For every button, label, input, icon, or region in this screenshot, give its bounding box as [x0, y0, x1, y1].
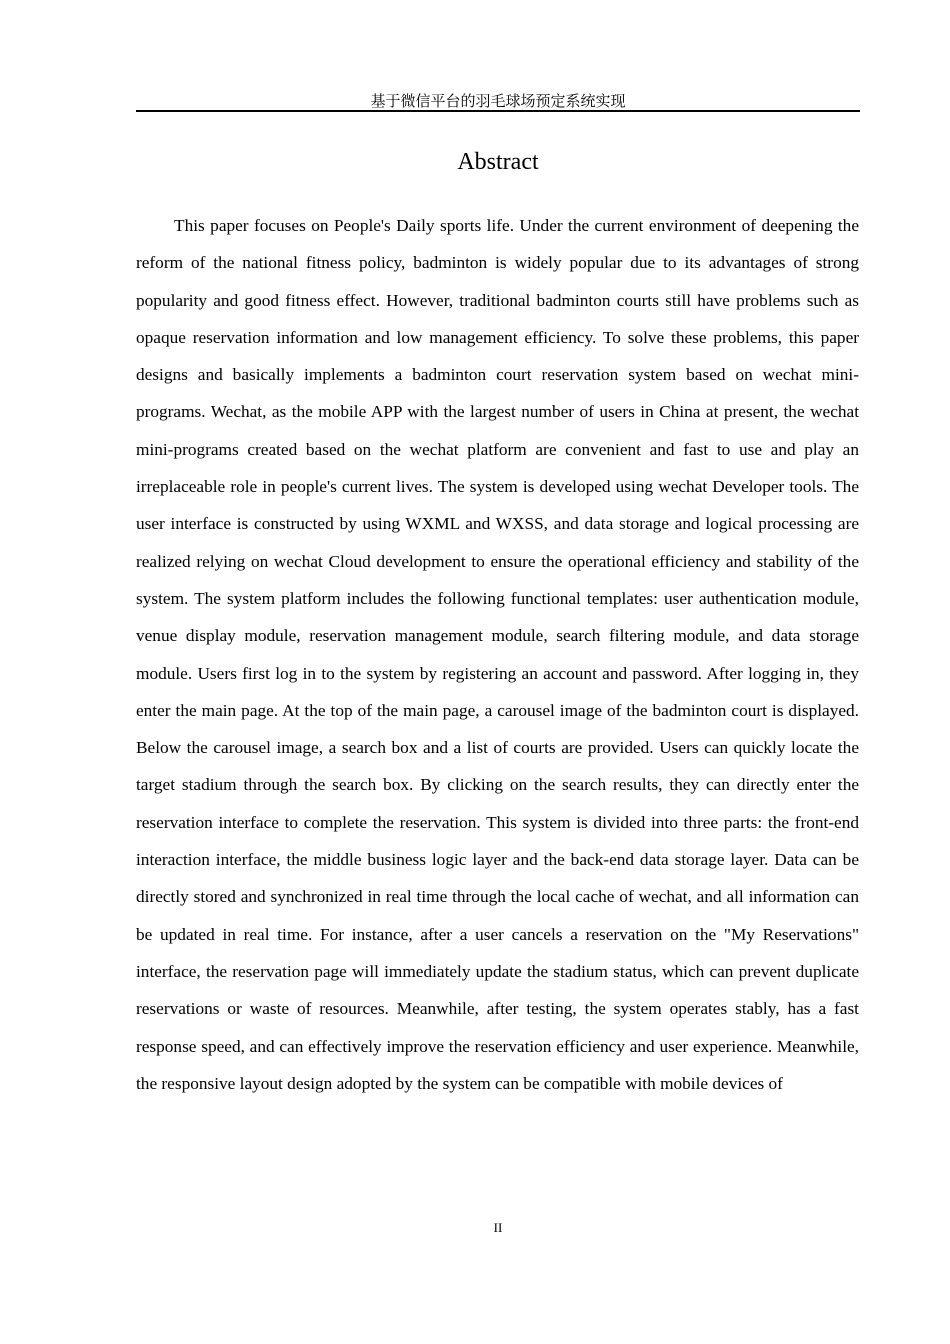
abstract-body — [136, 207, 859, 1102]
header-rule — [136, 110, 860, 112]
running-header: 基于微信平台的羽毛球场预定系统实现 — [370, 92, 626, 110]
abstract-paragraph: This paper focuses on People's Daily sports life. Under the current environment of deepening the reform of the national fitness policy, badminton is widely popular due to its advantages of strong popularity and good fitness effect. However, traditional badminton courts still have problems such as opaque reservation information and low management efficiency. To solve these problems, this paper designs and basically implements a badminton court reservation system based on wechat mini-programs. Wechat, as the mobile APP with the largest number of users in China at present, the wechat mini-programs created based on the wechat platform are convenient and fast to use and play an irreplaceable role in people's current lives. The system is developed using wechat Developer tools. The user interface is constructed by using WXML and WXSS, and data storage and logical processing are realized relying on wechat Cloud development to ensure the operational efficiency and stability of the system. The system platform includes the following functional templates: user authentication module, venue display module, reservation management module, search filtering module, and data storage module. Users first log in to the system by registering an account and password. After logging in, they enter the main page. At the top of the main page, a carousel image of the badminton court is displayed. Below the carousel image, a search box and a list of courts are provided. Users can quickly locate the target stadium through the search box. By clicking on the search results, they can directly enter the reservation interface to complete the reservation. This system is divided into three parts: the front-end interaction interface, the middle business logic layer and the back-end data storage layer. Data can be directly stored and synchronized in real time through the local cache of wechat, and all information can be updated in real time. For instance, after a user cancels a reservation on the "My Reservations" interface, the reservation page will immediately update the stadium status, which can prevent duplicate reservations or waste of resources. Meanwhile, after testing, the system operates stably, has a fast response speed, and can effectively improve the reservation efficiency and user experience. Meanwhile, the responsive layout design adopted by the system can be compatible with mobile devices of — [136, 216, 859, 1093]
page-number: II — [493, 1220, 503, 1235]
page-title: Abstract — [457, 149, 539, 175]
